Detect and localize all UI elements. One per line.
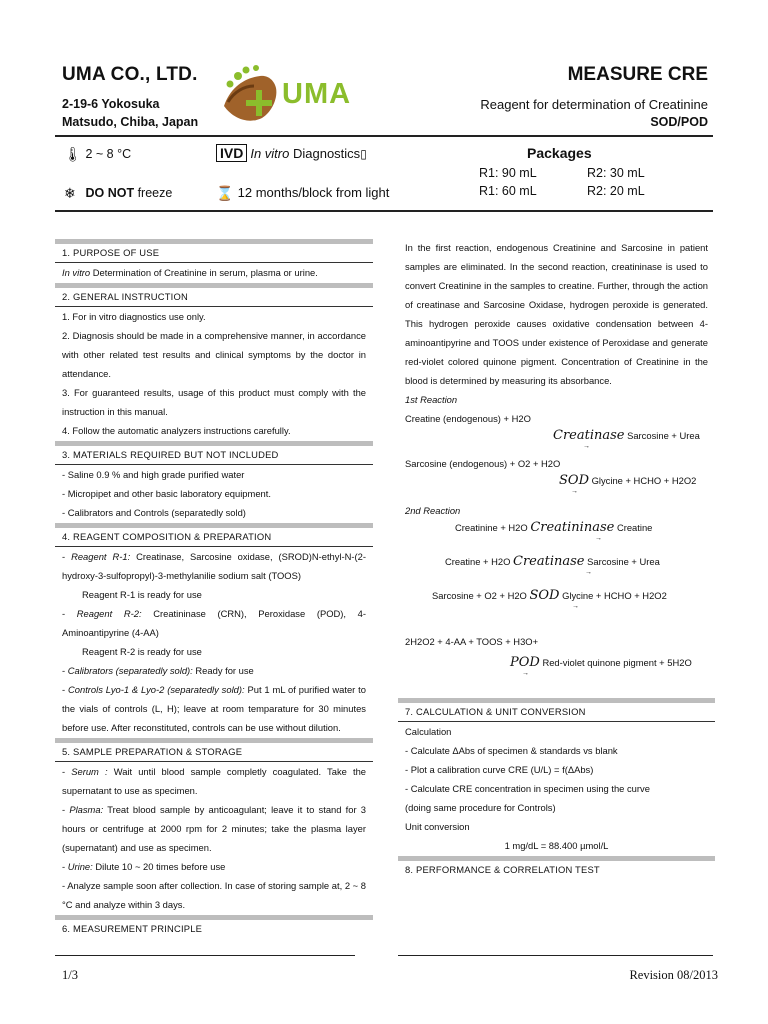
package-r1-row2: R1: 60 mL <box>479 184 537 198</box>
header-divider <box>55 135 713 137</box>
calculation-subheading: Calculation <box>405 726 452 737</box>
purpose-text: In vitro Determination of Creatinine in serum, plasma or urine. <box>62 267 318 278</box>
package-r1-row1: R1: 90 mL <box>479 166 537 180</box>
section-sample-heading: 5. SAMPLE PREPARATION & STORAGE <box>55 743 373 762</box>
principle-paragraph: In the first reaction, endogenous Creatinine and Sarcosine in patient samples are eliminated. In the second reaction, creatininase is used to convert Creatinine in the samples to creatine. Further, through the action of creatinase and Sarcosine Oxidase, hydrogen peroxide is generated. This hydrogen peroxide causes oxidative condensation between 4-aminoantipyrine and TOOS under existence of Peroxidase and generate red-violet colored quinone pigment. Concentration of Creatinine in the blood is determined by measuring its absorbance. <box>405 242 708 386</box>
footer-divider-left <box>55 955 355 956</box>
reaction-1: Creatinase Sarcosine + Urea → <box>405 428 708 450</box>
ivd-label: IVD In vitro Diagnostics▯ <box>216 144 367 162</box>
hourglass-icon: ⌛ <box>216 185 234 202</box>
right-column <box>405 238 708 879</box>
reagent-r1: - Reagent R-1: Creatinase, Sarcosine oxidase, (SROD)N-ethyl-N-(2-hydroxy-3-sulfopropyl)-3-methylanilie sodium salt (TOOS) <box>62 551 367 581</box>
reaction-4: Creatine + H2O Creatinase Sarcosine + Urea → <box>405 554 708 576</box>
revision: Revision 08/2013 <box>629 968 718 982</box>
reagent-r1-ready: Reagent R-1 is ready for use <box>82 589 202 600</box>
list-item: 4. Follow the automatic analyzers instructions carefully. <box>62 425 291 436</box>
shelf-life: ⌛ 12 months/block from light <box>216 185 390 202</box>
section-purpose-heading: 1. PURPOSE OF USE <box>55 244 373 263</box>
reagent-r2: - Reagent R-2: Creatininase (CRN), Peroxidase (POD), 4-Aminoantipyrine (4-AA) <box>62 608 366 638</box>
reaction-2: SOD Glycine + HCHO + H2O2 → <box>405 473 708 495</box>
ivd-badge: IVD <box>216 144 247 162</box>
package-r2-row1: R2: 30 mL <box>587 166 645 180</box>
calibrators: - Calibrators (separatedly sold): Ready for use <box>62 665 254 676</box>
reaction-6: POD Red-violet quinone pigment + 5H2O → <box>405 655 708 677</box>
reaction-6-left: 2H2O2 + 4-AA + TOOS + H3O+ <box>405 636 539 647</box>
logo-text: UMA <box>282 78 352 110</box>
reagent-r2-ready: Reagent R-2 is ready for use <box>82 646 202 657</box>
address-line-1: 2-19-6 Yokosuka <box>62 97 160 111</box>
product-method: SOD/POD <box>650 115 708 129</box>
snowflake-icon: ❄ <box>64 185 76 201</box>
package-r2-row2: R2: 20 mL <box>587 184 645 198</box>
section-calculation-heading: 7. CALCULATION & UNIT CONVERSION <box>398 703 715 722</box>
section-performance-heading: 8. PERFORMANCE & CORRELATION TEST <box>405 864 600 875</box>
list-item: - Saline 0.9 % and high grade purified water <box>62 469 245 480</box>
reaction-1-left: Creatine (endogenous) + H2O <box>405 413 531 424</box>
storage-temperature: 🌡 2 ~ 8 °C <box>64 146 132 162</box>
section-reagent-heading: 4. REAGENT COMPOSITION & PREPARATION <box>55 528 373 547</box>
page-number: 1/3 <box>62 968 78 982</box>
footer-divider-right <box>398 955 713 956</box>
box-icon: ▯ <box>360 147 367 161</box>
list-item: 2. Diagnosis should be made in a comprehensive manner, in accordance with other related test results and clinical symptoms by the doctor in attendance. <box>62 330 366 379</box>
controls: - Controls Lyo-1 & Lyo-2 (separatedly sold): Put 1 mL of purified water to the vials of controls (L, H); leave at room temparature for 30 minutes before use. After reconstituted, controls can be use without dilution. <box>62 684 366 733</box>
address-line-2: Matsudo, Chiba, Japan <box>62 115 199 129</box>
first-reaction-label: 1st Reaction <box>405 394 458 405</box>
list-item: - Calculate CRE concentration in specimen using the curve <box>405 783 650 794</box>
unit-conversion-value: 1 mg/dL = 88.400 µmol/L <box>504 840 609 851</box>
second-reaction-label: 2nd Reaction <box>405 505 461 516</box>
freeze-warning: ❄ DO NOT freeze <box>64 185 173 201</box>
list-item: 1. For in vitro diagnostics use only. <box>62 311 206 322</box>
list-item: - Micropipet and other basic laboratory equipment. <box>62 488 271 499</box>
arrow-icon: → <box>571 488 578 495</box>
sample-serum: - Serum : Wait until blood sample completly coagulated. Take the supernatant to use as specimen. <box>62 766 367 796</box>
section-general-heading: 2. GENERAL INSTRUCTION <box>55 288 373 307</box>
left-column <box>62 238 366 938</box>
unit-conversion-subheading: Unit conversion <box>405 821 470 832</box>
sample-urine: - Urine: Dilute 10 ~ 20 times before use <box>62 861 226 872</box>
list-item: (doing same procedure for Controls) <box>405 802 556 813</box>
section-principle-heading: 6. MEASUREMENT PRINCIPLE <box>62 923 203 934</box>
arrow-icon: → <box>572 603 579 610</box>
company-name: UMA CO., LTD. <box>62 64 198 85</box>
reaction-2-left: Sarcosine (endogenous) + O2 + H2O <box>405 458 561 469</box>
sample-plasma: - Plasma: Treat blood sample by anticoagulant; leave it to stand for 3 hours or centrifuge at 2000 rpm for 2 minutes; take the plasma layer (supernatant) and use as specimen. <box>62 804 366 853</box>
reaction-5: Sarcosine + O2 + H2O SOD Glycine + HCHO + H2O2 → <box>405 588 708 610</box>
thermometer-icon: 🌡 <box>64 146 82 162</box>
section-materials-heading: 3. MATERIALS REQUIRED BUT NOT INCLUDED <box>55 446 373 465</box>
arrow-icon: → <box>583 443 590 450</box>
symbols-divider <box>55 210 713 212</box>
reaction-3: Creatinine + H2O Creatininase Creatine → <box>405 520 708 542</box>
product-subtitle: Reagent for determination of Creatinine <box>480 97 708 112</box>
arrow-icon: → <box>522 670 529 677</box>
packages-title: Packages <box>527 145 592 161</box>
list-item: 3. For guaranteed results, usage of this product must comply with the instruction in this manual. <box>62 387 366 417</box>
list-item: - Calculate ΔAbs of specimen & standards vs blank <box>405 745 618 756</box>
list-item: - Plot a calibration curve CRE (U/L) = f(ΔAbs) <box>405 764 594 775</box>
list-item: - Calibrators and Controls (separatedly sold) <box>62 507 246 518</box>
sample-analyze: - Analyze sample soon after collection. In case of storing sample at, 2 ~ 8 °C and analyze within 3 days. <box>62 880 366 910</box>
arrow-icon: → <box>595 535 602 542</box>
product-title: MEASURE CRE <box>567 64 708 85</box>
arrow-icon: → <box>585 569 592 576</box>
